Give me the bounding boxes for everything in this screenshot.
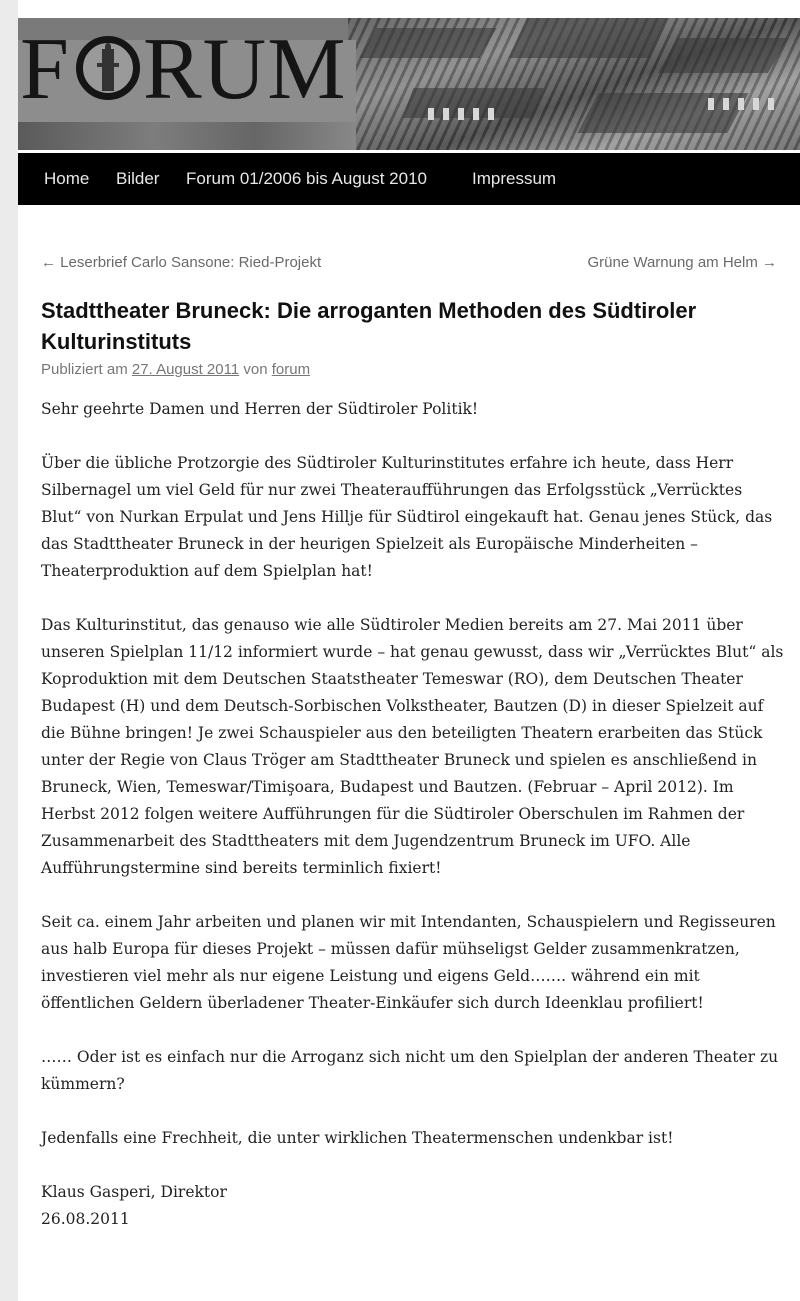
signature-name: Klaus Gasperi, Direktor [41, 1183, 227, 1201]
rooftops-photo [348, 18, 800, 150]
logo-photo-strip [18, 122, 356, 150]
meta-by-label: von [243, 361, 268, 378]
tower-icon [76, 36, 140, 100]
main-navigation [18, 153, 800, 205]
paragraph: …… Oder ist es einfach nur die Arroganz sich nicht um den Spielplan der anderen Theater zu kümmern? [41, 1048, 779, 1093]
paragraph: Seit ca. einem Jahr arbeiten und planen wir mit Intendanten, Schauspielern und Regisseuren aus halb Europa für dieses Projekt – müssen dafür mühseligst Gelder zusammenkratzen, investieren viel mehr als nur eigene Leistung und eigens Geld……. während ein mit öffentlichen Geldern überladener Theater-Einkäufer sich durch Ideenklau profiliert! [41, 913, 776, 1012]
page [18, 0, 800, 1301]
nav-item-forum-archive[interactable]: Forum 01/2006 bis August 2010 [186, 169, 427, 188]
nav-item-impressum[interactable]: Impressum [472, 169, 557, 188]
logo-letter-f: F [20, 21, 70, 118]
article-body [41, 396, 785, 1233]
article-title: Stadttheater Bruneck: Die arroganten Methoden des Südtiroler Kulturinstituts [41, 298, 697, 354]
signature [41, 1179, 785, 1233]
paragraph: Sehr geehrte Damen und Herren der Südtiroler Politik! [41, 400, 479, 418]
article-meta [41, 361, 310, 378]
previous-post-link[interactable]: ← Leserbrief Carlo Sansone: Ried-Projekt [41, 254, 322, 271]
nav-item-home[interactable]: Home [44, 169, 90, 188]
meta-date-link[interactable]: 27. August 2011 [131, 361, 240, 378]
signature-date: 26.08.2011 [41, 1210, 130, 1228]
meta-published-label: Publiziert am [41, 361, 128, 378]
meta-author-link[interactable]: forum [271, 361, 311, 378]
paragraph: Das Kulturinstitut, das genauso wie alle Südtiroler Medien bereits am 27. Mai 2011 über unseren Spielplan 11/12 informiert wurde – hat genau gewusst, dass wir „Verrücktes Blut“ als Koproduktion mit dem Deutschen Staatstheater Temeswar (RO), dem Deutschen Theater Budapest (H) und dem Deutsch-Sorbischen Volkstheater, Bautzen (D) in dieser Spielzeit auf die Bühne bringen! Je zwei Schauspieler aus den beteiligten Theatern erarbeiten das Stück unter der Regie von Claus Tröger am Stadttheater Bruneck und spielen es anschließend in Bruneck, Wien, Temeswar/Timişoara, Budapest und Bautzen. (Februar – April 2012). Im Herbst 2012 folgen weitere Aufführungen für die Südtiroler Oberschulen im Rahmen der Zusammenarbeit des Stadttheaters mit dem Jugendzentrum Bruneck im UFO. Alle Aufführungstermine sind bereits terminlich fixiert! [41, 616, 784, 877]
next-post-link[interactable]: Grüne Warnung am Helm → [587, 254, 777, 271]
nav-item-bilder[interactable]: Bilder [116, 169, 160, 188]
paragraph: Jedenfalls eine Frechheit, die unter wirklichen Theatermenschen undenkbar ist! [41, 1129, 674, 1147]
site-logo[interactable] [20, 21, 347, 118]
logo-letters-rum: RUM [142, 21, 347, 118]
paragraph: Über die übliche Protzorgie des Südtiroler Kulturinstitutes erfahre ich heute, dass Herr Silbernagel um viel Geld für nur zwei Theateraufführungen das Erfolgsstück „Verrücktes Blut“ von Nurkan Erpulat und Jens Hillje für Südtirol eingekauft hat. Genau jenes Stück, das das Stadttheater Bruneck in der heurigen Spielzeit als Europäische Minderheiten – Theaterproduktion auf dem Spielplan hat! [41, 454, 773, 580]
header-banner[interactable] [18, 18, 800, 150]
